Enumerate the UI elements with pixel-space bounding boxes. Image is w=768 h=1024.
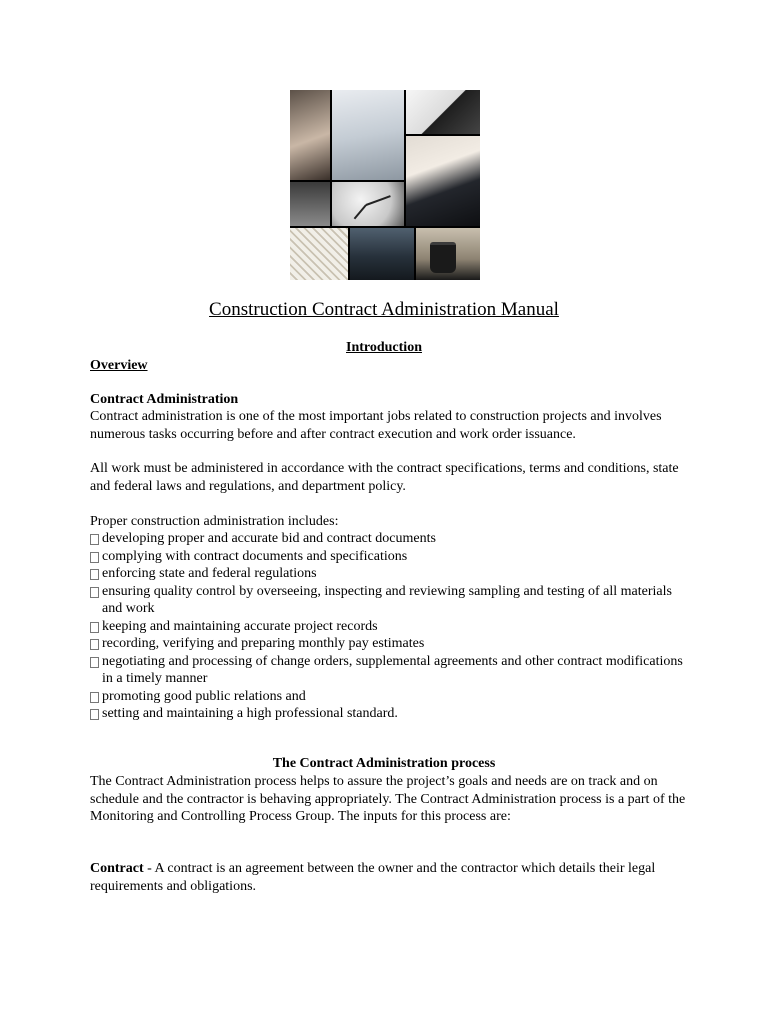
businesswoman-folder-photo <box>406 136 480 226</box>
page-title: Construction Contract Administration Manual <box>209 299 559 320</box>
list-item: recording, verifying and preparing monthly pay estimates <box>90 635 690 653</box>
checkbox-glyph-icon <box>90 587 99 598</box>
coffee-mug-photo <box>416 228 480 280</box>
list-item: developing proper and accurate bid and contract documents <box>90 530 690 548</box>
contract-definition <box>90 860 690 895</box>
list-item: complying with contract documents and specifications <box>90 548 690 566</box>
business-photo-collage <box>290 90 480 280</box>
clock-photo <box>332 182 404 226</box>
checkbox-glyph-icon <box>90 639 99 650</box>
businessman-photo <box>350 228 414 280</box>
laptop-typing-photo <box>332 90 404 180</box>
checkbox-glyph-icon <box>90 692 99 703</box>
checkbox-glyph-icon <box>90 569 99 580</box>
checkbox-glyph-icon <box>90 657 99 668</box>
dark-detail-photo <box>290 182 330 226</box>
checkbox-glyph-icon <box>90 622 99 633</box>
process-heading: The Contract Administration process <box>272 756 496 771</box>
contract-administration-heading: Contract Administration <box>90 392 239 407</box>
overview-heading: Overview <box>90 358 148 373</box>
list-item: setting and maintaining a high professional standard. <box>90 705 690 723</box>
list-item: promoting good public relations and <box>90 688 690 706</box>
checkbox-glyph-icon <box>90 709 99 720</box>
introduction-heading: Introduction <box>346 340 422 355</box>
phone-call-photo <box>290 90 330 180</box>
mug-icon <box>430 242 456 273</box>
list-item: negotiating and processing of change orders, supplemental agreements and other contract modifications in a timely manner <box>90 653 690 688</box>
administration-list <box>90 530 690 723</box>
checkbox-glyph-icon <box>90 534 99 545</box>
policy-paragraph: All work must be administered in accordance with the contract specifications, terms and conditions, state and federal laws and regulations, and department policy. <box>90 461 679 494</box>
intro-paragraph: Contract administration is one of the most important jobs related to construction projects and involves numerous tasks occurring before and after contract execution and work order issuance. <box>90 409 662 442</box>
list-item: enforcing state and federal regulations <box>90 565 690 583</box>
checkbox-glyph-icon <box>90 552 99 563</box>
handshake-photo <box>406 90 480 134</box>
list-item: keeping and maintaining accurate project records <box>90 618 690 636</box>
process-paragraph: The Contract Administration process helps to assure the project’s goals and needs are on track and on schedule and the contractor is behaving appropriately. The Contract Administration process is a part of the Monitoring and Controlling Process Group. The inputs for this process are: <box>90 774 686 824</box>
includes-intro: Proper construction administration includes: <box>90 514 339 529</box>
contract-term: Contract <box>90 861 144 876</box>
list-item: ensuring quality control by overseeing, inspecting and reviewing sampling and testing of all materials and work <box>90 583 690 618</box>
contract-definition-text: - A contract is an agreement between the owner and the contractor which details their legal requirements and obligations. <box>90 861 656 894</box>
pen-documents-photo <box>290 228 348 280</box>
